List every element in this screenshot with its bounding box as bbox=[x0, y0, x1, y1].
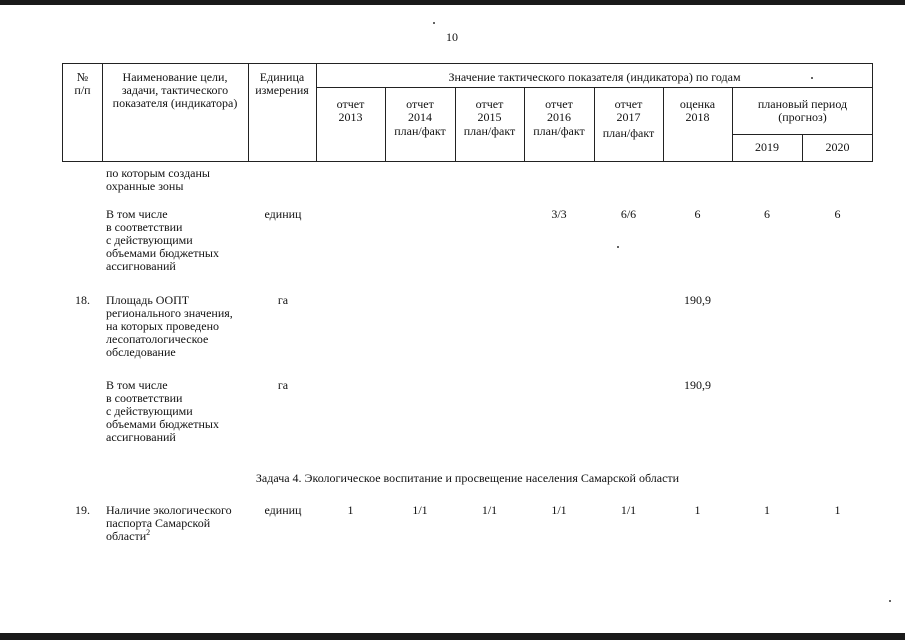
header-2018-label: оценка bbox=[679, 97, 716, 111]
row-18-sub-name-line4: объемами бюджетных bbox=[106, 417, 219, 431]
header-2019-year: 2019 bbox=[755, 140, 779, 154]
header-unit-line2: измерения bbox=[255, 83, 309, 97]
header-top-border bbox=[62, 63, 873, 64]
row-19-value-2017: 1/1 bbox=[620, 503, 637, 517]
row-1-name-line1: В том числе bbox=[106, 207, 168, 221]
row-19-name-line3-text: области bbox=[106, 529, 147, 543]
scan-speck bbox=[433, 22, 435, 24]
row-1-name-line5: ассигнований bbox=[106, 259, 176, 273]
scan-speck bbox=[811, 77, 813, 79]
header-name-line2: задачи, тактического bbox=[121, 83, 229, 97]
header-2017-label: отчет bbox=[614, 97, 643, 111]
header-2017-planfact: план/факт bbox=[602, 126, 655, 140]
header-2015-planfact: план/факт bbox=[463, 124, 516, 138]
row-18-sub-name-line5: ассигнований bbox=[106, 430, 176, 444]
row-18-sub-name-line1: В том числе bbox=[106, 378, 168, 392]
header-2015-year: 2015 bbox=[477, 110, 502, 124]
row-18-sub-value-2018: 190,9 bbox=[684, 378, 711, 392]
row-19-value-2018: 1 bbox=[694, 503, 701, 517]
row-19-value-2013: 1 bbox=[347, 503, 354, 517]
row-19-unit: единиц bbox=[264, 503, 302, 517]
row-19-name-line2: паспорта Самарской bbox=[106, 516, 211, 530]
header-2015-label: отчет bbox=[475, 97, 504, 111]
row-19-value-2019: 1 bbox=[764, 503, 770, 517]
row-18-unit: га bbox=[277, 293, 289, 307]
header-name-line1: Наименование цели, bbox=[122, 70, 228, 84]
row-19-name-line1: Наличие экологического bbox=[106, 503, 232, 517]
row-18-name-line2: регионального значения, bbox=[106, 306, 233, 320]
header-2014-year: 2014 bbox=[408, 110, 432, 124]
row-1-value-2016: 3/3 bbox=[551, 207, 567, 221]
header-value-group: Значение тактического показателя (индикатора) по годам bbox=[448, 70, 741, 84]
header-num-line1: № bbox=[76, 70, 89, 84]
row-18-sub-name-line2: в соответствии bbox=[106, 391, 183, 405]
header-2016-planfact: план/факт bbox=[533, 124, 585, 138]
row-18-value-2018: 190,9 bbox=[684, 293, 711, 307]
row-19-value-2020: 1 bbox=[834, 503, 841, 517]
header-planned-line1: плановый период bbox=[757, 97, 848, 111]
header-2020-year: 2020 bbox=[825, 140, 850, 154]
header-name-line3: показателя (индикатора) bbox=[112, 96, 238, 110]
row-1-value-2019: 6 bbox=[764, 207, 770, 221]
row-18-name-line1: Площадь ООПТ bbox=[106, 293, 190, 307]
scan-edge-bottom bbox=[0, 633, 905, 640]
row-18-name-line4: лесопатологическое bbox=[106, 332, 209, 346]
row-1-name-line3: с действующими bbox=[106, 233, 193, 247]
footnote-marker: 2 bbox=[146, 528, 151, 537]
section-heading-task-4: Задача 4. Экологическое воспитание и просвещение населения Самарской области bbox=[255, 471, 680, 485]
header-2013-label: отчет bbox=[336, 97, 365, 111]
row-19-name-line3 bbox=[106, 530, 150, 543]
row-1-unit: единиц bbox=[264, 207, 302, 221]
row-cont-name-line1: по которым созданы bbox=[106, 166, 210, 180]
header-num-line2: п/п bbox=[74, 83, 91, 97]
row-1-value-2017: 6/6 bbox=[620, 207, 637, 221]
header-2013-year: 2013 bbox=[338, 110, 363, 124]
scan-edge-top bbox=[0, 0, 905, 5]
header-2014-label: отчет bbox=[406, 97, 434, 111]
row-19-value-2014: 1/1 bbox=[412, 503, 428, 517]
row-19-num: 19. bbox=[75, 503, 90, 517]
header-2017-year: 2017 bbox=[616, 110, 641, 124]
header-2016-year: 2016 bbox=[547, 110, 571, 124]
row-18-name-line3: на которых проведено bbox=[106, 319, 219, 333]
header-2014-planfact: план/факт bbox=[394, 124, 446, 138]
scan-speck bbox=[617, 246, 619, 248]
header-bottom-border bbox=[62, 161, 873, 162]
row-1-name-line2: в соответствии bbox=[106, 220, 183, 234]
row-19-value-2016: 1/1 bbox=[551, 503, 567, 517]
header-planned-line2: (прогноз) bbox=[778, 110, 827, 124]
header-unit-line1: Единица bbox=[259, 70, 305, 84]
row-1-name-line4: объемами бюджетных bbox=[106, 246, 219, 260]
scan-speck bbox=[889, 600, 891, 602]
header-2016-label: отчет bbox=[545, 97, 573, 111]
row-18-sub-name-line3: с действующими bbox=[106, 404, 193, 418]
row-18-num: 18. bbox=[75, 293, 90, 307]
header-2018-year: 2018 bbox=[685, 110, 710, 124]
row-1-value-2018: 6 bbox=[694, 207, 701, 221]
row-18-name-line5: обследование bbox=[106, 345, 176, 359]
row-19-value-2015: 1/1 bbox=[481, 503, 498, 517]
page-number: 10 bbox=[446, 30, 458, 44]
row-cont-name-line2: охранные зоны bbox=[106, 179, 184, 193]
row-18-sub-unit: га bbox=[277, 378, 289, 392]
row-1-value-2020: 6 bbox=[834, 207, 841, 221]
